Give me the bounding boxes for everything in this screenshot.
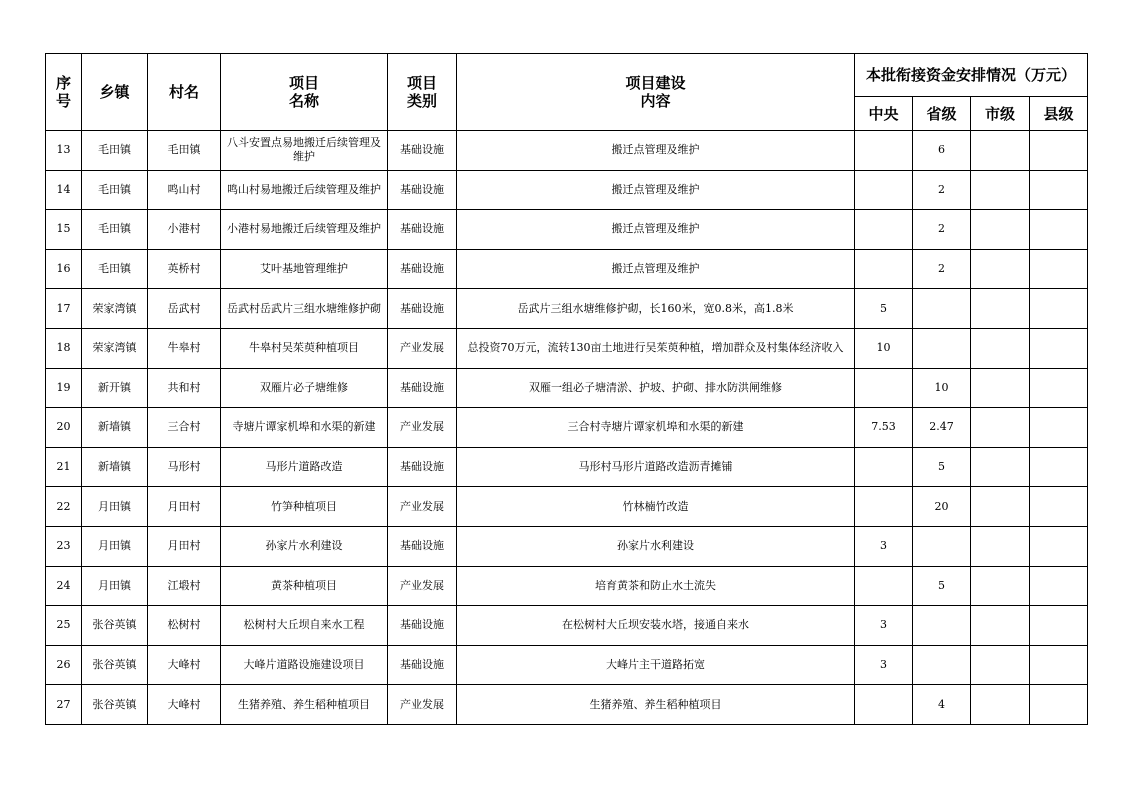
table-row [46, 487, 1088, 527]
cell-county [1030, 249, 1088, 289]
cell-county [1030, 566, 1088, 606]
cell-village: 毛田镇 [148, 131, 221, 171]
table-row [46, 606, 1088, 646]
cell-project-type: 基础设施 [388, 368, 457, 408]
cell-town: 月田镇 [82, 526, 148, 566]
table-row [46, 289, 1088, 329]
cell-seq: 23 [46, 526, 82, 566]
cell-project-content: 孙家片水利建设 [457, 526, 855, 566]
cell-provincial: 4 [913, 685, 971, 725]
cell-provincial [913, 526, 971, 566]
header-provincial: 省级 [913, 97, 971, 131]
header-village: 村名 [148, 54, 221, 131]
cell-project-content: 竹林楠竹改造 [457, 487, 855, 527]
cell-town: 月田镇 [82, 566, 148, 606]
cell-central: 3 [855, 645, 913, 685]
cell-village: 鸣山村 [148, 170, 221, 210]
cell-town: 张谷英镇 [82, 685, 148, 725]
cell-project-type: 基础设施 [388, 249, 457, 289]
cell-provincial: 2 [913, 249, 971, 289]
cell-city [971, 249, 1030, 289]
cell-county [1030, 606, 1088, 646]
cell-project-name: 岳武村岳武片三组水塘维修护砌 [221, 289, 388, 329]
cell-central: 7.53 [855, 408, 913, 448]
cell-provincial [913, 606, 971, 646]
cell-county [1030, 408, 1088, 448]
cell-county [1030, 328, 1088, 368]
cell-central: 5 [855, 289, 913, 329]
cell-project-name: 大峰片道路设施建设项目 [221, 645, 388, 685]
cell-provincial: 5 [913, 566, 971, 606]
cell-project-content: 搬迁点管理及维护 [457, 131, 855, 171]
cell-project-type: 基础设施 [388, 526, 457, 566]
cell-project-content: 搬迁点管理及维护 [457, 210, 855, 250]
cell-city [971, 328, 1030, 368]
cell-village: 江塅村 [148, 566, 221, 606]
table-row [46, 368, 1088, 408]
header-funds-title: 本批衔接资金安排情况（万元） [855, 54, 1088, 97]
cell-town: 荣家湾镇 [82, 289, 148, 329]
cell-project-content: 三合村寺塘片谭家机埠和水渠的新建 [457, 408, 855, 448]
cell-project-name: 马形片道路改造 [221, 447, 388, 487]
cell-county [1030, 170, 1088, 210]
cell-project-type: 基础设施 [388, 289, 457, 329]
cell-project-type: 基础设施 [388, 170, 457, 210]
cell-project-content: 总投资70万元，流转130亩土地进行吴茱萸种植，增加群众及村集体经济收入 [457, 328, 855, 368]
cell-project-content: 在松树村大丘坝安装水塔，接通自来水 [457, 606, 855, 646]
cell-provincial: 10 [913, 368, 971, 408]
cell-seq: 25 [46, 606, 82, 646]
cell-central [855, 368, 913, 408]
cell-city [971, 526, 1030, 566]
cell-village: 马形村 [148, 447, 221, 487]
table-row [46, 645, 1088, 685]
cell-project-name: 双雁片必子塘维修 [221, 368, 388, 408]
cell-village: 三合村 [148, 408, 221, 448]
cell-project-name: 牛皋村吴茱萸种植项目 [221, 328, 388, 368]
cell-county [1030, 685, 1088, 725]
cell-county [1030, 526, 1088, 566]
cell-project-name: 八斗安置点易地搬迁后续管理及维护 [221, 131, 388, 171]
cell-village: 共和村 [148, 368, 221, 408]
cell-town: 新墙镇 [82, 408, 148, 448]
cell-village: 大峰村 [148, 685, 221, 725]
cell-town: 毛田镇 [82, 249, 148, 289]
header-project-type: 项目 类别 [388, 54, 457, 131]
table-row [46, 210, 1088, 250]
table-row [46, 526, 1088, 566]
cell-project-name: 寺塘片谭家机埠和水渠的新建 [221, 408, 388, 448]
cell-project-type: 基础设施 [388, 131, 457, 171]
cell-county [1030, 645, 1088, 685]
cell-city [971, 606, 1030, 646]
cell-project-content: 搬迁点管理及维护 [457, 170, 855, 210]
cell-project-content: 双雁一组必子塘清淤、护坡、护砌、排水防洪闸维修 [457, 368, 855, 408]
cell-project-type: 基础设施 [388, 210, 457, 250]
table-row [46, 408, 1088, 448]
header-project-content: 项目建设 内容 [457, 54, 855, 131]
cell-city [971, 368, 1030, 408]
cell-city [971, 289, 1030, 329]
header-central: 中央 [855, 97, 913, 131]
cell-city [971, 685, 1030, 725]
cell-city [971, 645, 1030, 685]
cell-project-type: 基础设施 [388, 645, 457, 685]
cell-project-content: 大峰片主干道路拓宽 [457, 645, 855, 685]
cell-city [971, 566, 1030, 606]
cell-project-content: 马形村马形片道路改造沥青摊铺 [457, 447, 855, 487]
cell-project-content: 搬迁点管理及维护 [457, 249, 855, 289]
cell-project-type: 产业发展 [388, 487, 457, 527]
cell-village: 大峰村 [148, 645, 221, 685]
header-city: 市级 [971, 97, 1030, 131]
cell-project-type: 产业发展 [388, 328, 457, 368]
cell-project-name: 孙家片水利建设 [221, 526, 388, 566]
header-project-name: 项目 名称 [221, 54, 388, 131]
cell-central [855, 685, 913, 725]
cell-seq: 14 [46, 170, 82, 210]
cell-project-name: 生猪养殖、养生稻种植项目 [221, 685, 388, 725]
cell-village: 松树村 [148, 606, 221, 646]
cell-town: 月田镇 [82, 487, 148, 527]
cell-central: 3 [855, 526, 913, 566]
cell-seq: 18 [46, 328, 82, 368]
cell-central [855, 131, 913, 171]
table-row [46, 566, 1088, 606]
cell-provincial: 6 [913, 131, 971, 171]
cell-provincial: 2 [913, 170, 971, 210]
cell-seq: 24 [46, 566, 82, 606]
cell-central [855, 447, 913, 487]
cell-provincial [913, 289, 971, 329]
table-row [46, 131, 1088, 171]
cell-seq: 22 [46, 487, 82, 527]
cell-city [971, 210, 1030, 250]
cell-county [1030, 487, 1088, 527]
cell-village: 小港村 [148, 210, 221, 250]
cell-county [1030, 289, 1088, 329]
cell-project-type: 基础设施 [388, 606, 457, 646]
cell-central [855, 210, 913, 250]
cell-town: 张谷英镇 [82, 606, 148, 646]
funding-table [45, 53, 1088, 725]
cell-seq: 20 [46, 408, 82, 448]
cell-project-name: 竹笋种植项目 [221, 487, 388, 527]
table-row [46, 685, 1088, 725]
cell-village: 月田村 [148, 526, 221, 566]
cell-seq: 13 [46, 131, 82, 171]
cell-city [971, 447, 1030, 487]
cell-city [971, 131, 1030, 171]
cell-town: 新墙镇 [82, 447, 148, 487]
cell-provincial [913, 328, 971, 368]
cell-village: 岳武村 [148, 289, 221, 329]
cell-project-name: 鸣山村易地搬迁后续管理及维护 [221, 170, 388, 210]
cell-project-content: 生猪养殖、养生稻种植项目 [457, 685, 855, 725]
cell-county [1030, 210, 1088, 250]
cell-central [855, 170, 913, 210]
cell-city [971, 170, 1030, 210]
cell-central [855, 487, 913, 527]
table-row [46, 447, 1088, 487]
cell-seq: 15 [46, 210, 82, 250]
cell-town: 荣家湾镇 [82, 328, 148, 368]
cell-project-type: 产业发展 [388, 685, 457, 725]
cell-town: 毛田镇 [82, 170, 148, 210]
cell-project-name: 黄茶种植项目 [221, 566, 388, 606]
cell-project-name: 松树村大丘坝自来水工程 [221, 606, 388, 646]
cell-village: 英桥村 [148, 249, 221, 289]
cell-provincial: 2.47 [913, 408, 971, 448]
cell-town: 张谷英镇 [82, 645, 148, 685]
cell-provincial: 5 [913, 447, 971, 487]
cell-project-content: 培育黄茶和防止水土流失 [457, 566, 855, 606]
cell-county [1030, 368, 1088, 408]
table-row [46, 328, 1088, 368]
cell-seq: 21 [46, 447, 82, 487]
cell-central [855, 566, 913, 606]
header-seq: 序 号 [46, 54, 82, 131]
cell-town: 毛田镇 [82, 131, 148, 171]
cell-county [1030, 447, 1088, 487]
cell-seq: 26 [46, 645, 82, 685]
cell-provincial: 20 [913, 487, 971, 527]
cell-central: 3 [855, 606, 913, 646]
cell-project-content: 岳武片三组水塘维修护砌，长160米，宽0.8米，高1.8米 [457, 289, 855, 329]
cell-town: 新开镇 [82, 368, 148, 408]
cell-village: 牛皋村 [148, 328, 221, 368]
cell-project-type: 基础设施 [388, 447, 457, 487]
cell-project-name: 艾叶基地管理维护 [221, 249, 388, 289]
table-row [46, 170, 1088, 210]
table-row [46, 249, 1088, 289]
cell-county [1030, 131, 1088, 171]
cell-project-name: 小港村易地搬迁后续管理及维护 [221, 210, 388, 250]
cell-provincial [913, 645, 971, 685]
header-town: 乡镇 [82, 54, 148, 131]
cell-central [855, 249, 913, 289]
cell-project-type: 产业发展 [388, 566, 457, 606]
cell-town: 毛田镇 [82, 210, 148, 250]
cell-central: 10 [855, 328, 913, 368]
header-county: 县级 [1030, 97, 1088, 131]
cell-seq: 27 [46, 685, 82, 725]
cell-seq: 16 [46, 249, 82, 289]
cell-city [971, 487, 1030, 527]
cell-provincial: 2 [913, 210, 971, 250]
cell-city [971, 408, 1030, 448]
cell-seq: 17 [46, 289, 82, 329]
cell-seq: 19 [46, 368, 82, 408]
cell-project-type: 产业发展 [388, 408, 457, 448]
cell-village: 月田村 [148, 487, 221, 527]
